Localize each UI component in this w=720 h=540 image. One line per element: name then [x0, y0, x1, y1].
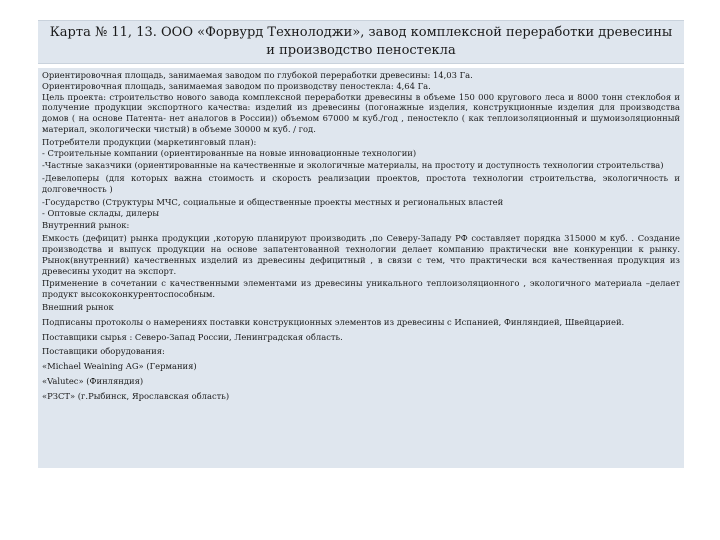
paragraph-consumers-heading: Потребители продукции (маркетинговый план):	[42, 136, 257, 147]
paragraph-area-foam-glass: Ориентировочная площадь, занимаемая заводом по производству пеностекла: 4,64 Га.	[42, 80, 431, 91]
paragraph-area-wood: Ориентировочная площадь, занимаемая заводом по глубокой переработки древесины: 14,03 Га.	[42, 70, 473, 80]
paragraph-external-market-heading: Внешний рынок	[42, 301, 114, 312]
paragraph-equipment-heading: Поставщики оборудования:	[42, 346, 165, 357]
content-box	[38, 68, 684, 468]
paragraph-consumer-developers: -Девелоперы (для которых важна стоимость и скорость реализации проектов, простота технологии строительства, экологичность и долговечность )	[42, 173, 680, 194]
paragraph-competitiveness: Применение в сочетании с качественными элементами из древесины уникального теплоизоляционного , экологичного материала –делает продукт высококонкурентоспособным.	[42, 278, 680, 300]
paragraph-consumer-private: -Частные заказчики (ориентированные на качественные и экологичные материалы, на простоту и доступность технологии строительства)	[42, 160, 664, 171]
paragraph-export-protocols: Подписаны протоколы о намерениях поставки конструкционных элементов из древесины с Испанией, Финляндией, Швейцарией.	[42, 316, 625, 327]
title-box	[38, 20, 684, 64]
paragraph-consumer-state: -Государство (Структуры МЧС, социальные и общественные проекты местных и региональных властей	[42, 196, 504, 207]
paragraph-supplier-valutec: «Valutec» (Финляндия)	[42, 375, 144, 386]
paragraph-supplier-weinig: «Michael Weaining AG» (Германия)	[42, 361, 197, 372]
paragraph-supplier-rzst: «РЗСТ» (г.Рыбинск, Ярославская область)	[42, 390, 230, 401]
paragraph-project-goal: Цель проекта: строительство нового завода комплексной переработки древесины в объеме 150 000 кругового леса и 8000 тонн стеклобоя и получение продукции экспортного качества: изделий из древесины (погонажные изделия, конструкционные изделия для производства домов ( на основе Патента- нет аналогов в России)) объемом 67000 м куб./год , пеностекло ( как теплоизоляционный и шумоизоляционный материал, экологически чистый) в объеме 30000 м куб. / год.	[42, 91, 680, 134]
slide-title: Карта № 11, 13. ООО «Форвурд Технолоджи», завод комплексной переработки древесины и производство пеностекла	[49, 25, 673, 58]
paragraph-raw-suppliers: Поставщики сырья : Северо-Запад России, Ленинградская область.	[42, 331, 343, 342]
paragraph-consumer-wholesale: - Оптовые склады, дилеры	[42, 207, 160, 218]
paragraph-domestic-market-heading: Внутренний рынок:	[42, 220, 130, 231]
paragraph-domestic-market: Емкость (дефицит) рынка продукции ,которую планируют производить ,по Северу-Западу РФ составляет порядка 315000 м куб. . Создание производства и выпуск продукции на основе запатентованной технологии делает компанию практически вне конкуренции к рынку. Рынок(внутренний) качественных изделий из древесины дефицитный , в связи с тем, что практически вся качественная продукция из древесины уходит на экспорт.	[42, 233, 680, 276]
paragraph-consumer-construction: - Строительные компании (ориентированные на новые инновационные технологии)	[42, 147, 417, 158]
